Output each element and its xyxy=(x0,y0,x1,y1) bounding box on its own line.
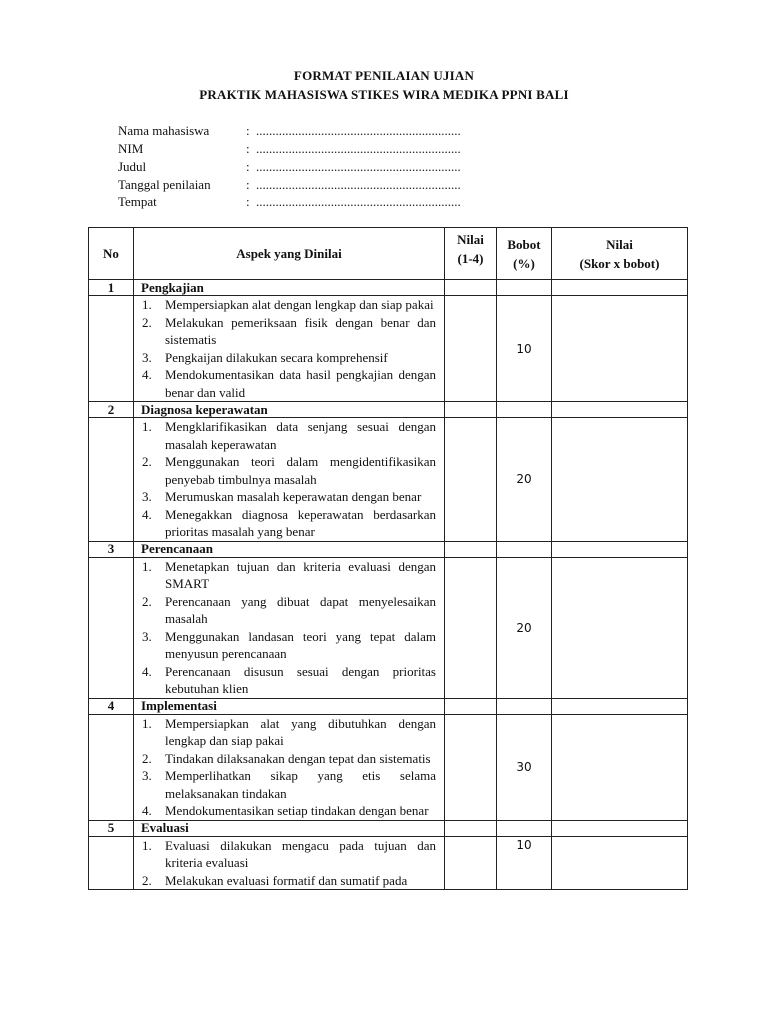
criteria-row xyxy=(89,836,688,890)
list-item xyxy=(134,349,436,367)
header-no: No xyxy=(89,228,134,280)
criteria-row xyxy=(89,557,688,698)
bobot-cell xyxy=(497,280,552,296)
item-number: 4. xyxy=(142,506,152,522)
identity-value: ............................................................... xyxy=(256,194,461,209)
bobot-cell xyxy=(497,541,552,557)
criteria-cell xyxy=(134,714,445,820)
item-number: 2. xyxy=(142,314,152,330)
section-row xyxy=(89,820,688,836)
item-text: Melakukan evaluasi formatif dan sumatif pada xyxy=(165,872,408,888)
header-bobot-line1: Bobot xyxy=(507,236,541,252)
identity-separator: : xyxy=(246,177,250,192)
item-text: Menegakkan diagnosa keperawatan berdasarkan prioritas masalah yang benar xyxy=(165,506,436,539)
item-text: Pengkaijan dilakukan secara komprehensif xyxy=(165,349,388,365)
item-text: Perencanaan disusun sesuai dengan prioritas kebutuhan klien xyxy=(165,663,436,696)
item-text: Mempersiapkan alat dengan lengkap dan siap pakai xyxy=(165,297,434,312)
item-number: 2. xyxy=(142,454,152,469)
list-item xyxy=(134,872,436,890)
identity-label: Nama mahasiswa xyxy=(118,123,210,138)
document-subtitle: PRAKTIK MAHASISWA STIKES WIRA MEDIKA PPNI BALI xyxy=(199,87,569,102)
header-bobot xyxy=(497,228,552,280)
list-item xyxy=(134,750,436,768)
identity-value: ............................................................... xyxy=(256,177,461,192)
skor-cell[interactable] xyxy=(552,557,688,698)
section-number: 5 xyxy=(89,820,134,836)
item-text: Mempersiapkan alat yang dibutuhkan dengan lengkap dan siap pakai xyxy=(165,715,436,748)
skor-cell[interactable] xyxy=(552,714,688,820)
item-number: 4. xyxy=(142,803,152,818)
identity-value: ............................................................... xyxy=(256,141,461,156)
item-text: Menggunakan landasan teori yang tepat dalam menyusun perencanaan xyxy=(165,628,436,661)
nilai-cell[interactable] xyxy=(445,280,497,296)
list-item xyxy=(134,663,436,698)
criteria-cell xyxy=(134,418,445,542)
item-number: 1. xyxy=(142,837,152,853)
list-item xyxy=(134,593,436,628)
section-title: Pengkajian xyxy=(134,280,445,296)
item-number: 1. xyxy=(142,715,152,731)
table-header-row xyxy=(89,228,688,280)
identity-row-nama xyxy=(118,123,461,141)
empty-no-cell xyxy=(89,418,134,542)
bobot-value: 20 xyxy=(497,557,552,698)
list-item xyxy=(134,837,436,872)
bobot-cell xyxy=(497,402,552,418)
item-number: 2. xyxy=(142,750,152,766)
identity-label: Judul xyxy=(118,159,147,174)
section-title: Evaluasi xyxy=(134,820,445,836)
item-number: 1. xyxy=(142,419,152,434)
identity-label: Tempat xyxy=(118,194,157,209)
item-text: Menetapkan tujuan dan kriteria evaluasi dengan SMART xyxy=(165,558,436,591)
item-text: Perencanaan yang dibuat dapat menyelesaikan masalah xyxy=(165,593,436,626)
item-number: 3. xyxy=(142,349,152,365)
item-number: 3. xyxy=(142,768,152,783)
skor-cell[interactable] xyxy=(552,820,688,836)
list-item xyxy=(134,558,436,593)
identity-value: ............................................................... xyxy=(256,159,461,174)
header-nilai-line1: Nilai xyxy=(457,232,484,247)
list-item xyxy=(134,715,436,750)
section-number: 1 xyxy=(89,280,134,296)
skor-cell[interactable] xyxy=(552,418,688,542)
document-title: FORMAT PENILAIAN UJIAN xyxy=(293,68,475,83)
nilai-cell[interactable] xyxy=(445,541,497,557)
item-text: Merumuskan masalah keperawatan dengan benar xyxy=(165,489,422,504)
bobot-value: 20 xyxy=(497,418,552,542)
identity-row-tanggal xyxy=(118,177,461,195)
nilai-cell[interactable] xyxy=(445,296,497,402)
item-text: Evaluasi dilakukan mengacu pada tujuan dan kriteria evaluasi xyxy=(165,837,436,870)
empty-no-cell xyxy=(89,557,134,698)
criteria-row xyxy=(89,296,688,402)
skor-cell[interactable] xyxy=(552,541,688,557)
nilai-cell[interactable] xyxy=(445,557,497,698)
section-row xyxy=(89,541,688,557)
item-text: Mendokumentasikan setiap tindakan dengan benar xyxy=(165,803,429,818)
bobot-value: 10 xyxy=(497,296,552,402)
identity-row-nim xyxy=(118,141,461,159)
header-nilai-line2: (1-4) xyxy=(457,251,484,266)
skor-cell[interactable] xyxy=(552,402,688,418)
section-number: 4 xyxy=(89,698,134,714)
nilai-cell[interactable] xyxy=(445,402,497,418)
criteria-list xyxy=(134,837,444,890)
list-item xyxy=(134,453,436,488)
identity-row-judul xyxy=(118,159,461,177)
bobot-value: 10 xyxy=(497,836,552,890)
empty-no-cell xyxy=(89,296,134,402)
skor-cell[interactable] xyxy=(552,698,688,714)
criteria-cell xyxy=(134,557,445,698)
identity-label: NIM xyxy=(118,141,144,156)
criteria-list xyxy=(134,296,444,401)
list-item xyxy=(134,488,436,506)
nilai-cell[interactable] xyxy=(445,698,497,714)
list-item xyxy=(134,418,436,453)
criteria-cell xyxy=(134,836,445,890)
header-skor-line2: (Skor x bobot) xyxy=(579,255,660,271)
skor-cell[interactable] xyxy=(552,296,688,402)
assessment-table xyxy=(88,227,688,890)
header-skor-line1: Nilai xyxy=(606,236,633,252)
section-number: 2 xyxy=(89,402,134,418)
list-item xyxy=(134,296,436,314)
item-number: 1. xyxy=(142,297,152,312)
section-row xyxy=(89,698,688,714)
header-skor xyxy=(552,228,688,280)
bobot-cell xyxy=(497,698,552,714)
item-number: 2. xyxy=(142,593,152,609)
nilai-cell[interactable] xyxy=(445,820,497,836)
section-title: Implementasi xyxy=(134,698,445,714)
empty-no-cell xyxy=(89,836,134,890)
identity-separator: : xyxy=(246,194,250,209)
criteria-row xyxy=(89,714,688,820)
criteria-list xyxy=(134,418,444,541)
header-bobot-line2: (%) xyxy=(513,255,535,271)
empty-no-cell xyxy=(89,714,134,820)
item-text: Memperlihatkan sikap yang etis selama melaksanakan tindakan xyxy=(165,768,436,801)
item-number: 3. xyxy=(142,489,152,504)
bobot-cell xyxy=(497,820,552,836)
skor-cell[interactable] xyxy=(552,836,688,890)
section-row xyxy=(89,402,688,418)
item-text: Melakukan pemeriksaan fisik dengan benar dan sistematis xyxy=(165,314,436,347)
list-item xyxy=(134,314,436,349)
identity-separator: : xyxy=(246,159,250,174)
section-title: Perencanaan xyxy=(134,541,445,557)
list-item xyxy=(134,506,436,541)
list-item xyxy=(134,802,436,820)
item-number: 4. xyxy=(142,663,152,679)
item-number: 1. xyxy=(142,558,152,574)
identity-label: Tanggal penilaian xyxy=(118,177,211,192)
identity-row-tempat xyxy=(118,194,461,212)
criteria-list xyxy=(134,558,444,698)
nilai-cell[interactable] xyxy=(445,836,497,890)
item-text: Tindakan dilaksanakan dengan tepat dan sistematis xyxy=(165,750,431,766)
identity-separator: : xyxy=(246,141,250,156)
item-text: Mendokumentasikan data hasil pengkajian dengan benar dan valid xyxy=(165,367,436,400)
criteria-cell xyxy=(134,296,445,402)
section-number: 3 xyxy=(89,541,134,557)
item-number: 3. xyxy=(142,628,152,644)
skor-cell[interactable] xyxy=(552,280,688,296)
item-number: 2. xyxy=(142,872,152,888)
header-nilai xyxy=(445,228,497,280)
criteria-list xyxy=(134,715,444,820)
section-row xyxy=(89,280,688,296)
list-item xyxy=(134,767,436,802)
bobot-value: 30 xyxy=(497,714,552,820)
identity-separator: : xyxy=(246,123,250,138)
nilai-cell[interactable] xyxy=(445,714,497,820)
section-title: Diagnosa keperawatan xyxy=(134,402,445,418)
nilai-cell[interactable] xyxy=(445,418,497,542)
header-aspek: Aspek yang Dinilai xyxy=(134,228,445,280)
criteria-row xyxy=(89,418,688,542)
list-item xyxy=(134,366,436,401)
item-text: Mengklarifikasikan data senjang sesuai dengan masalah keperawatan xyxy=(165,419,436,452)
item-text: Menggunakan teori dalam mengidentifikasikan penyebab timbulnya masalah xyxy=(165,454,436,487)
item-number: 4. xyxy=(142,367,152,382)
list-item xyxy=(134,628,436,663)
identity-value: ............................................................... xyxy=(256,123,461,138)
